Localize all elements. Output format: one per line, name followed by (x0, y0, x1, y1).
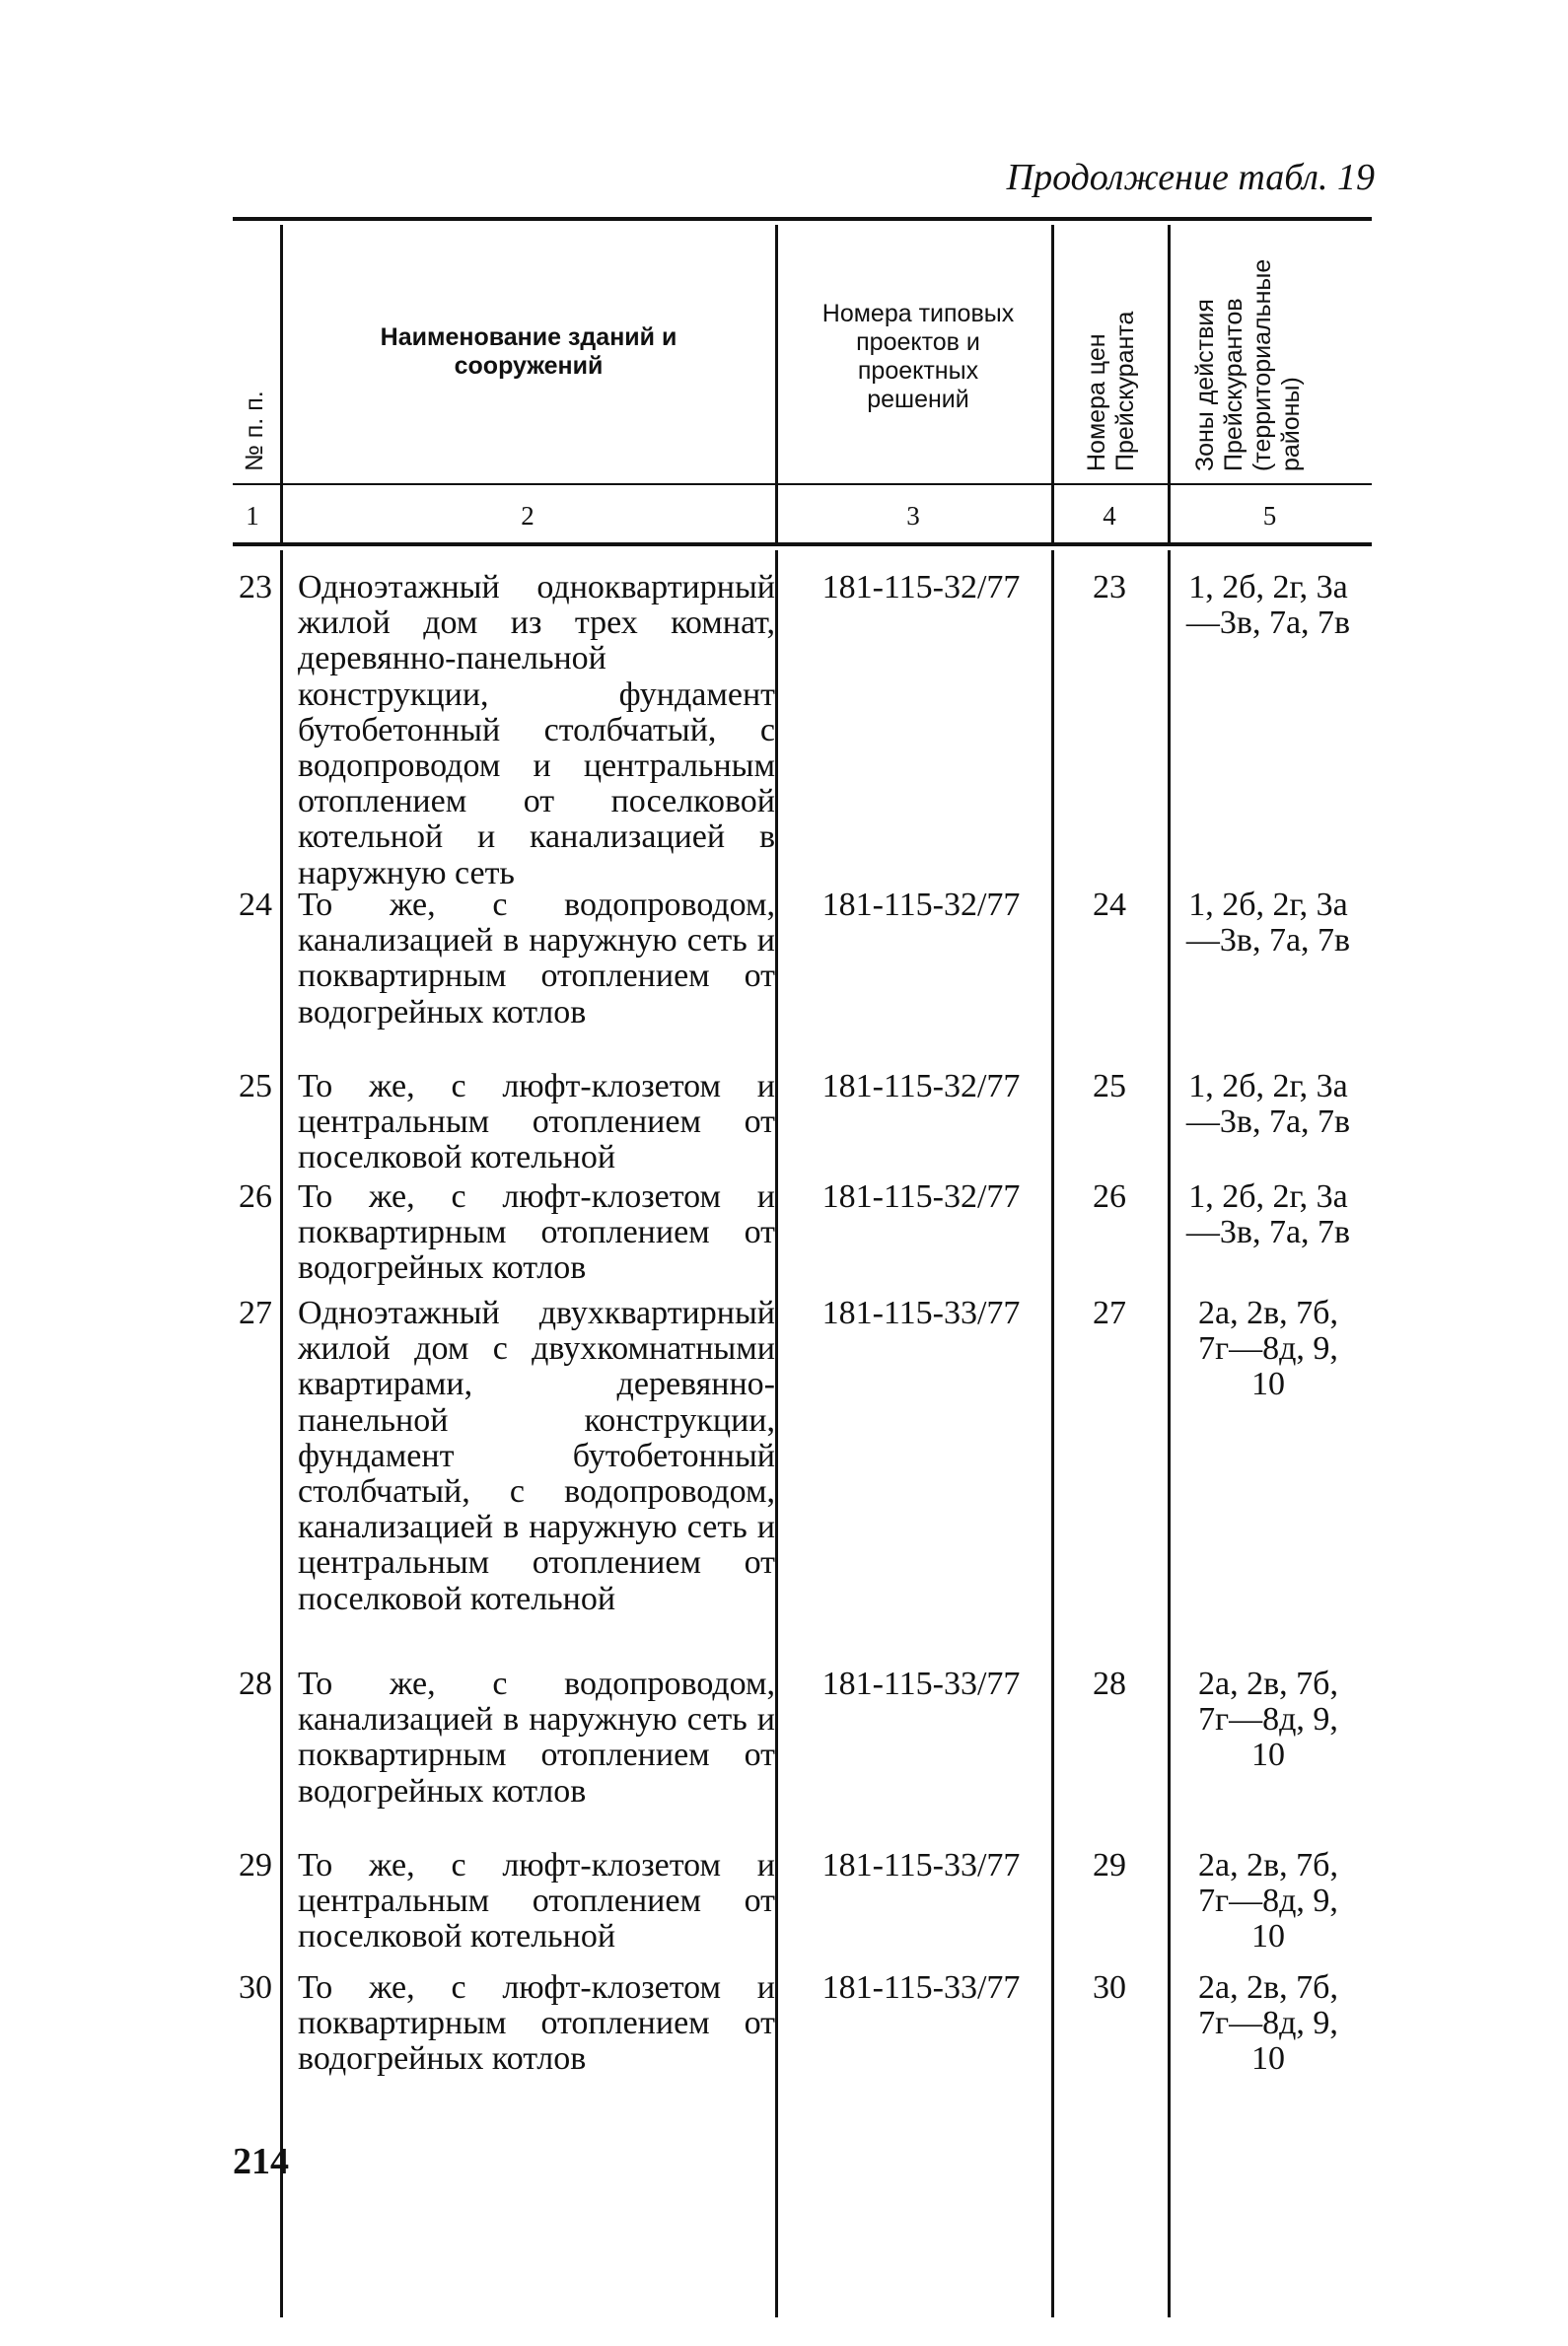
price-number: 25 (1093, 1068, 1126, 1104)
row-number: 27 (239, 1295, 272, 1331)
col-divider-4-body (1168, 550, 1171, 2317)
project-number: 181-115-32/77 (821, 1068, 1021, 1104)
price-number: 29 (1093, 1847, 1126, 1884)
col-divider-3-body (1051, 550, 1054, 2317)
numbers-rule (233, 542, 1372, 546)
zones: 2а, 2в, 7б, 7г—8д, 9, 10 (1198, 1969, 1338, 2078)
col-divider-1-body (280, 550, 283, 2317)
building-name: Одноэтажный одноквартирный жилой дом из трех комнат, деревянно-панельной конструкции, фундамент бутобетонный столбчатый, с водопроводом и центральным отоплением от поселковой котельной и канализацией в наружную сеть (298, 569, 775, 891)
header-col-3: Номера типовых проектов и проектных решений (821, 300, 1015, 413)
col-divider-1 (280, 225, 283, 542)
row-number: 24 (239, 887, 272, 923)
zones: 1, 2б, 2г, 3а—3в, 7а, 7в (1185, 569, 1351, 642)
col-number-4: 4 (1103, 501, 1116, 531)
col-divider-2 (775, 225, 778, 542)
project-number: 181-115-33/77 (821, 1969, 1021, 2006)
row-number: 28 (239, 1666, 272, 1702)
header-col-4: Номера цен Прейскуранта (1083, 311, 1139, 471)
page-number: 214 (233, 2141, 289, 2182)
project-number: 181-115-33/77 (821, 1295, 1021, 1331)
zones: 2а, 2в, 7б, 7г—8д, 9, 10 (1198, 1847, 1338, 1955)
row-number: 30 (239, 1969, 272, 2006)
col-number-5: 5 (1262, 501, 1277, 531)
col-divider-4 (1168, 225, 1171, 542)
top-rule (233, 217, 1372, 221)
project-number: 181-115-32/77 (821, 569, 1021, 605)
col-divider-2-body (775, 550, 778, 2317)
zones: 1, 2б, 2г, 3а—3в, 7а, 7в (1185, 1178, 1351, 1251)
building-name: То же, с водопроводом, канализацией в наружную сеть и поквартирным отоплением от водогрейных котлов (298, 887, 775, 1031)
row-number: 29 (239, 1847, 272, 1884)
zones: 2а, 2в, 7б, 7г—8д, 9, 10 (1198, 1295, 1338, 1403)
header-col-5: Зоны действия Прейскурантов (территориальные районы) (1191, 258, 1305, 471)
row-number: 23 (239, 569, 272, 605)
project-number: 181-115-33/77 (821, 1847, 1021, 1884)
building-name: Одноэтажный двухквартирный жилой дом с двухкомнатными квартирами, деревянно-панельной конструкции, фундамент бутобетонный столбчатый, с водопроводом, канализацией в наружную сеть и центральным отоплением от поселковой котельной (298, 1295, 775, 1617)
project-number: 181-115-32/77 (821, 1178, 1021, 1215)
price-number: 26 (1093, 1178, 1126, 1215)
col-divider-3 (1051, 225, 1054, 542)
building-name: То же, с люфт-клозетом и поквартирным отоплением от водогрейных котлов (298, 1969, 775, 2078)
header-rule (233, 483, 1372, 485)
building-name: То же, с люфт-клозетом и центральным отоплением от поселковой котельной (298, 1847, 775, 1955)
price-number: 23 (1093, 569, 1126, 605)
price-number: 24 (1093, 887, 1126, 923)
row-number: 25 (239, 1068, 272, 1104)
price-number: 27 (1093, 1295, 1126, 1331)
col-number-3: 3 (906, 501, 920, 531)
price-number: 30 (1093, 1969, 1126, 2006)
price-number: 28 (1093, 1666, 1126, 1702)
price-table (233, 217, 1372, 2091)
row-number: 26 (239, 1178, 272, 1215)
project-number: 181-115-33/77 (821, 1666, 1021, 1702)
header-col-2: Наименование зданий и сооружений (380, 323, 677, 380)
building-name: То же, с люфт-клозетом и поквартирным отоплением от водогрейных котлов (298, 1178, 775, 1287)
header-col-1: № п. п. (241, 391, 268, 471)
zones: 1, 2б, 2г, 3а—3в, 7а, 7в (1185, 887, 1351, 960)
table-caption: Продолжение табл. 19 (1006, 157, 1375, 198)
col-number-1: 1 (246, 501, 259, 531)
zones: 1, 2б, 2г, 3а—3в, 7а, 7в (1185, 1068, 1351, 1141)
zones: 2а, 2в, 7б, 7г—8д, 9, 10 (1198, 1666, 1338, 1774)
building-name: То же, с люфт-клозетом и центральным отоплением от поселковой котельной (298, 1068, 775, 1176)
col-number-2: 2 (521, 501, 535, 531)
project-number: 181-115-32/77 (821, 887, 1021, 923)
building-name: То же, с водопроводом, канализацией в наружную сеть и поквартирным отоплением от водогрейных котлов (298, 1666, 775, 1810)
